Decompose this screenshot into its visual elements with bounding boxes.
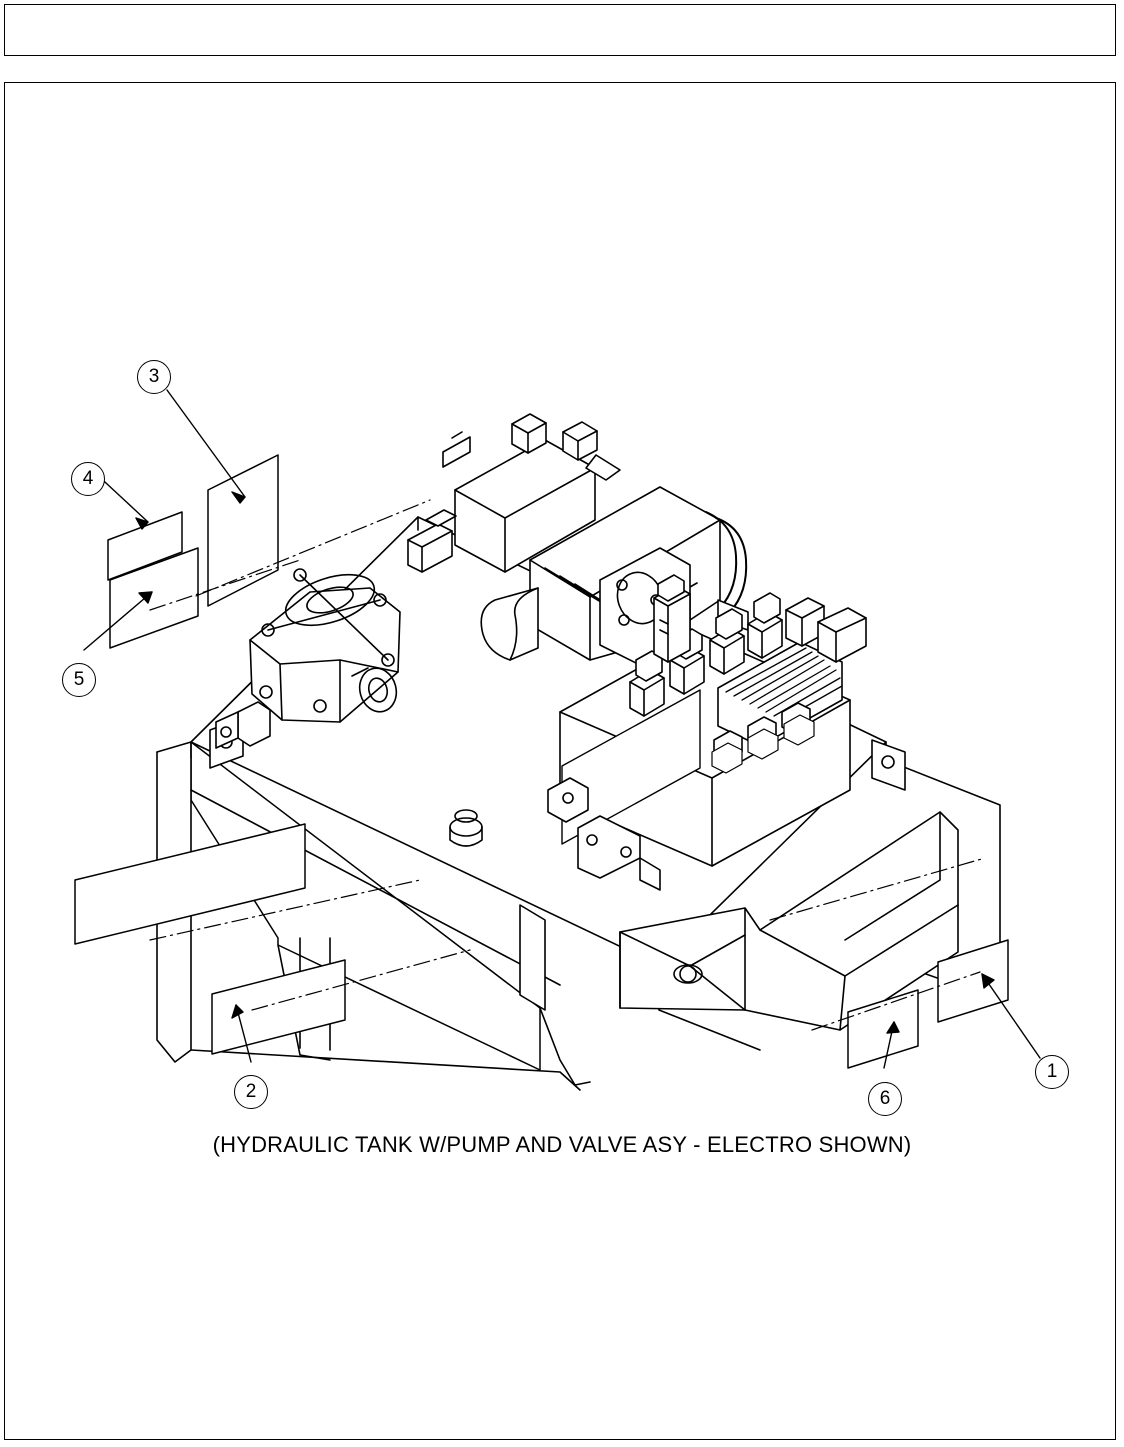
figure-caption: (HYDRAULIC TANK W/PUMP AND VALVE ASY - ELECTRO SHOWN) [212,1132,912,1157]
callout-1[interactable]: 1 [1035,1055,1069,1089]
callout-6[interactable]: 6 [868,1082,902,1116]
header-band [4,4,1116,56]
callout-2[interactable]: 2 [234,1075,268,1109]
callout-5[interactable]: 5 [62,663,96,697]
callout-4[interactable]: 4 [71,462,105,496]
main-frame [4,82,1116,1440]
callout-3[interactable]: 3 [137,360,171,394]
